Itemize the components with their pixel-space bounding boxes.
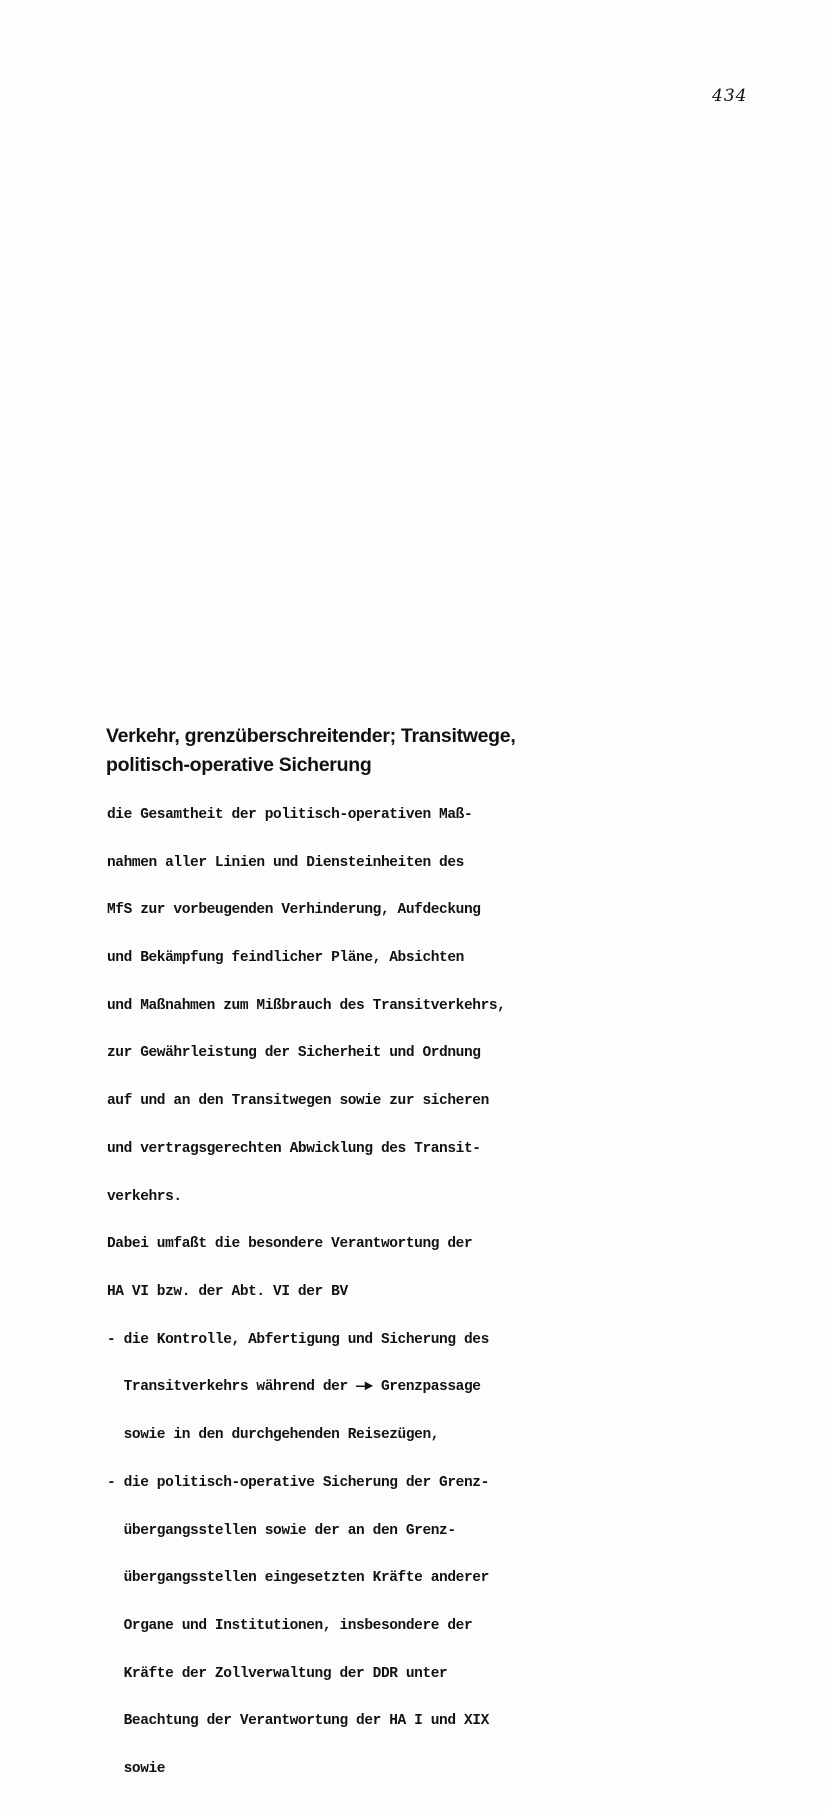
list-item: - die politisch-operative Sicherung der Grenz-: [107, 1474, 489, 1491]
body-line: nahmen aller Linien und Diensteinheiten des: [107, 854, 464, 871]
body-line: MfS zur vorbeugenden Verhinderung, Aufdeckung: [107, 902, 481, 919]
body-line: Kräfte der Zollverwaltung der DDR unter: [107, 1665, 448, 1682]
body-line: und vertragsgerechten Abwicklung des Transit-: [107, 1140, 481, 1157]
body-line: Dabei umfaßt die besondere Verantwortung der: [107, 1236, 473, 1253]
entry-heading-line-2: politisch-operative Sicherung: [106, 754, 372, 776]
entry-heading: [106, 722, 606, 780]
body-line: verkehrs.: [107, 1188, 182, 1205]
body-line: sowie: [107, 1761, 166, 1778]
body-line: sowie in den durchgehenden Reisezügen,: [107, 1427, 440, 1444]
list-item: - die Kontrolle, Abfertigung und Sicherung des: [107, 1331, 489, 1348]
body-line: Transitverkehrs während der —► Grenzpassage: [107, 1379, 481, 1396]
body-line: und Bekämpfung feindlicher Pläne, Absichten: [107, 949, 464, 966]
body-line: übergangsstellen eingesetzten Kräfte anderer: [107, 1570, 489, 1587]
body-line: übergangsstellen sowie der an den Grenz-: [107, 1522, 456, 1539]
body-line: und Maßnahmen zum Mißbrauch des Transitverkehrs,: [107, 997, 506, 1014]
page-number: 434: [712, 86, 748, 106]
body-line: die Gesamtheit der politisch-operativen Maß-: [107, 806, 473, 823]
body-line: Organe und Institutionen, insbesondere der: [107, 1618, 473, 1635]
entry-body: [106, 776, 606, 1810]
body-line: HA VI bzw. der Abt. VI der BV: [107, 1284, 348, 1300]
body-line: Beachtung der Verantwortung der HA I und XIX: [107, 1713, 489, 1730]
body-line: auf und an den Transitwegen sowie zur sicheren: [107, 1093, 489, 1110]
body-line: zur Gewährleistung der Sicherheit und Ordnung: [107, 1045, 481, 1062]
entry-heading-line-1: Verkehr, grenzüberschreitender; Transitwege,: [106, 725, 516, 747]
dictionary-entry: [106, 722, 606, 1810]
